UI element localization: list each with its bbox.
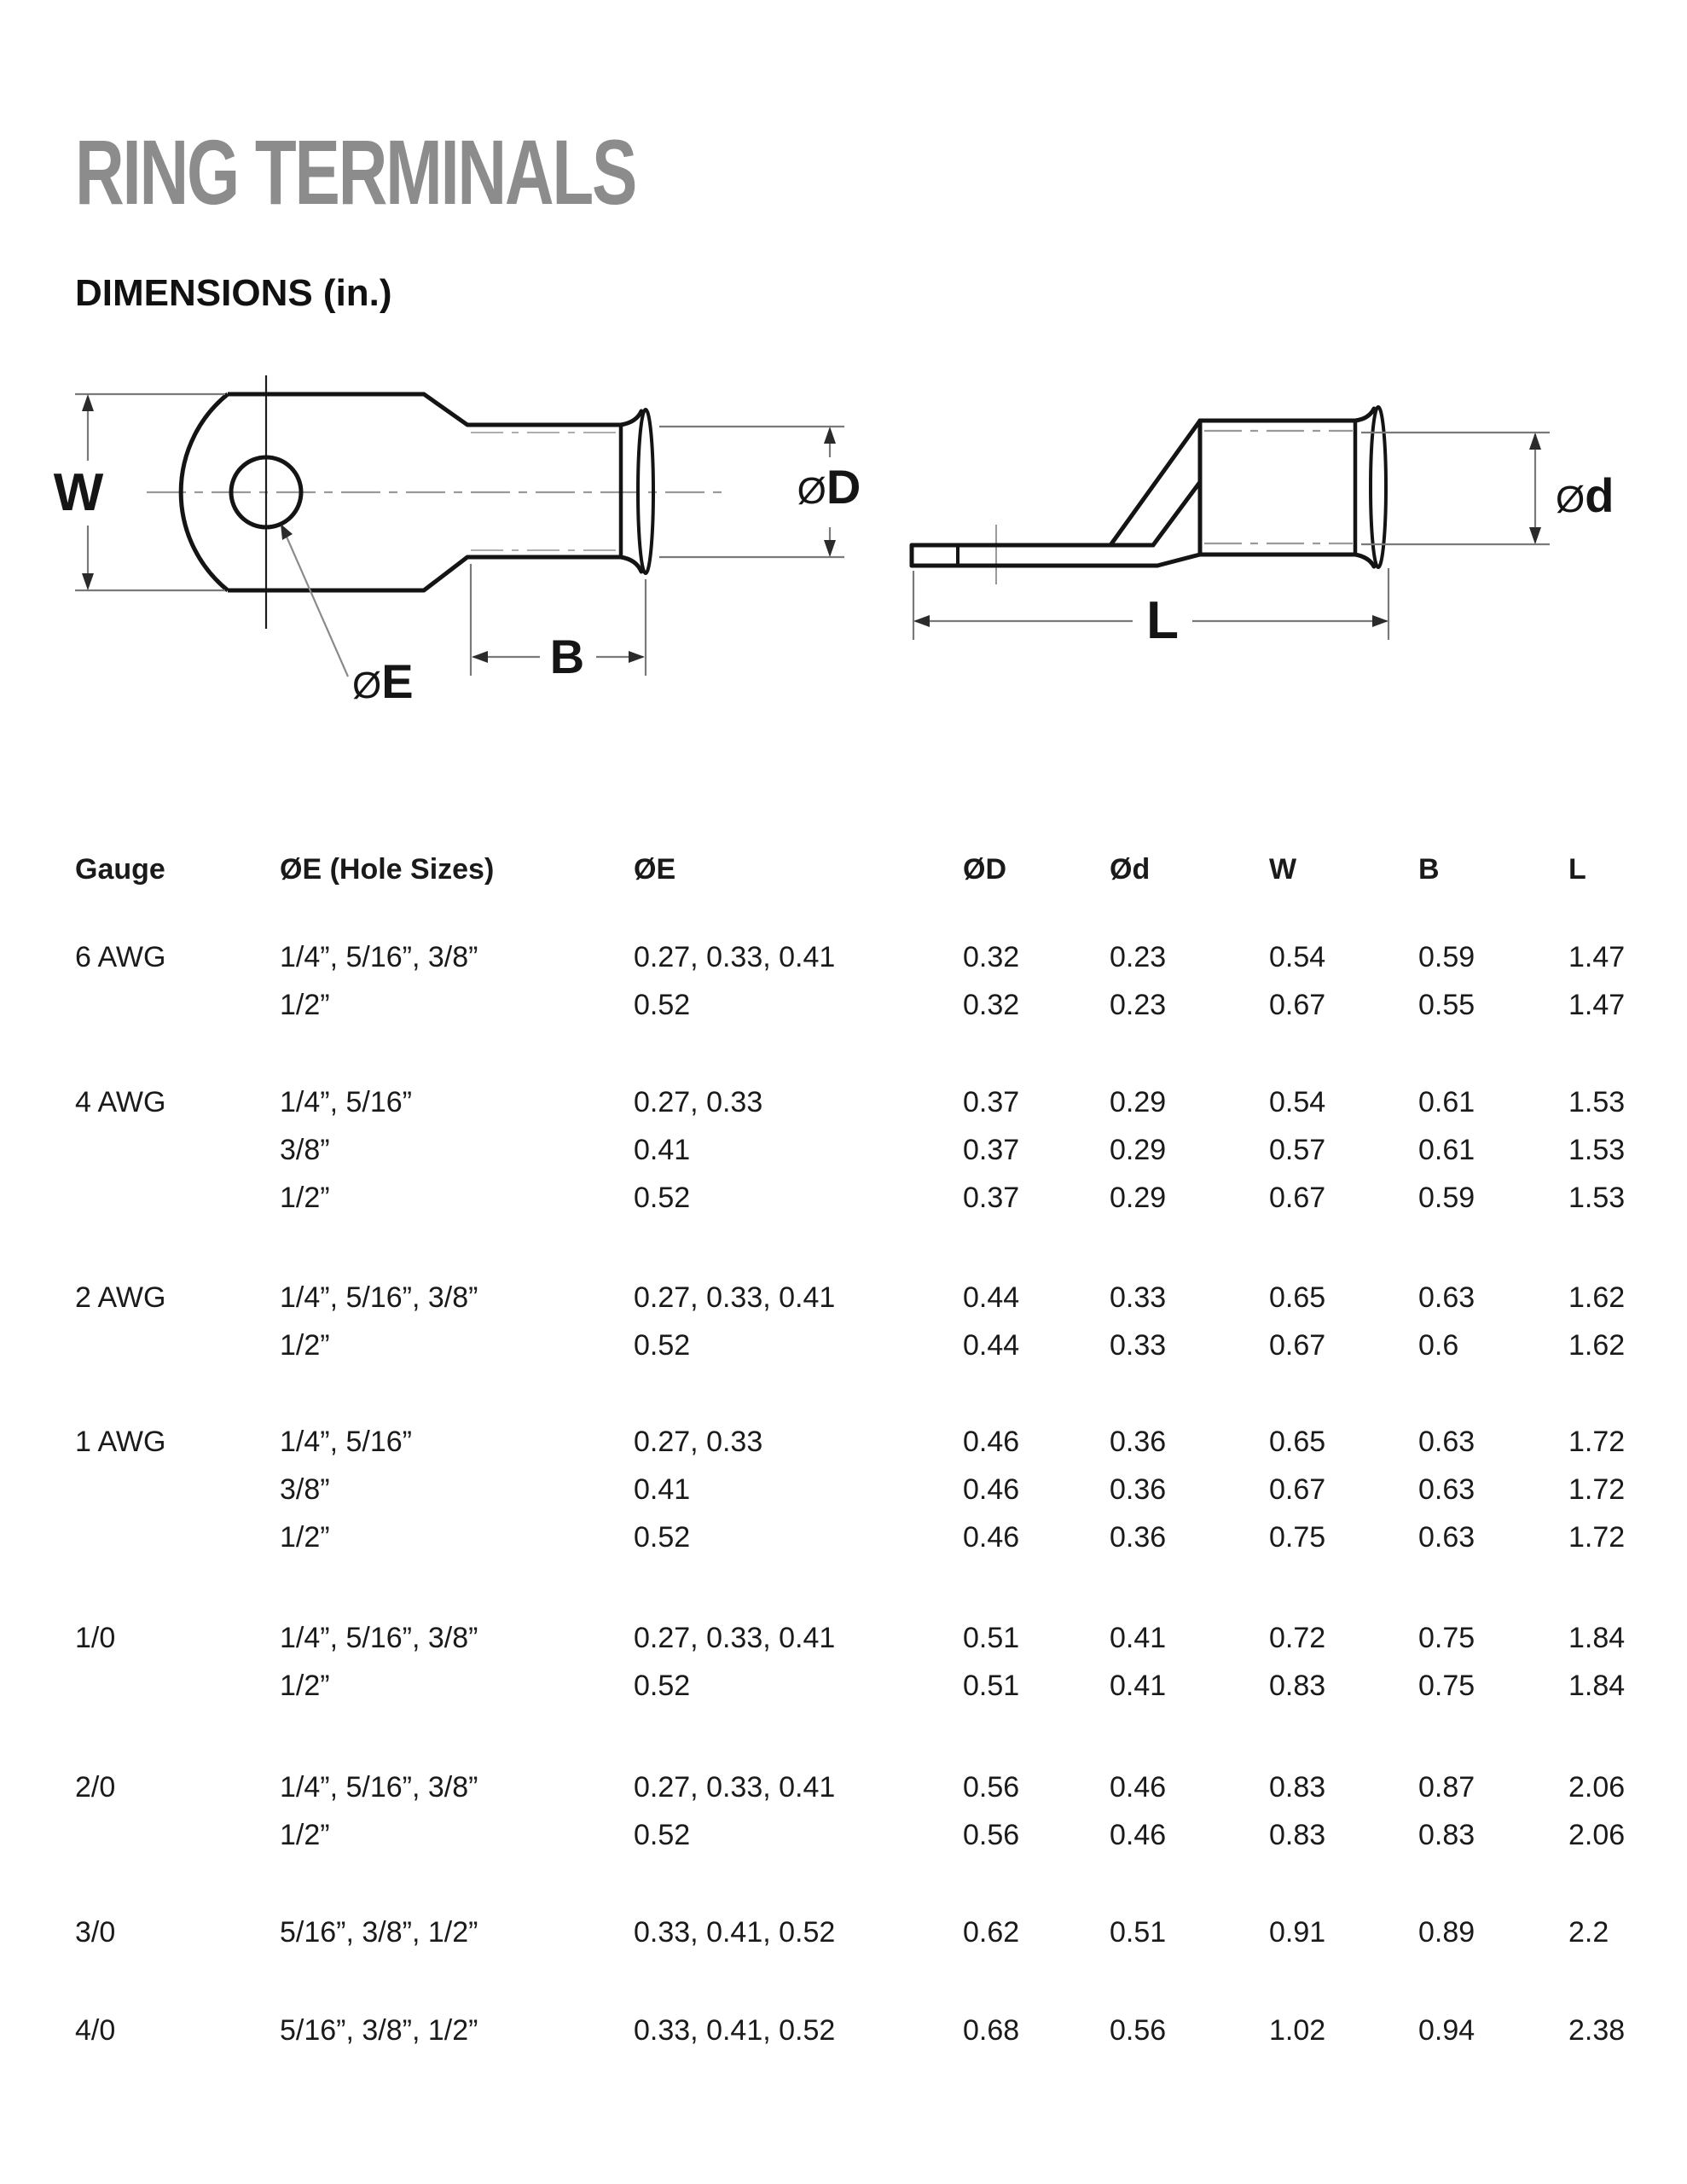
inner-d-arrow-up (1529, 433, 1541, 450)
cell-w: 0.67 (1269, 1329, 1326, 1362)
phi-icon: Ø (352, 665, 382, 706)
cell-b: 0.83 (1418, 1819, 1475, 1851)
cell-holes: 1/2” (280, 1182, 330, 1214)
column-header-b: B (1418, 853, 1440, 886)
cell-od: 0.37 (963, 1086, 1020, 1118)
top-view-diagram (54, 375, 861, 708)
cell-b: 0.61 (1418, 1134, 1475, 1166)
cell-holes: 3/8” (280, 1134, 330, 1166)
cell-holes: 1/4”, 5/16” (280, 1086, 412, 1118)
table-row (0, 982, 1687, 1028)
cell-gauge: 4/0 (75, 2014, 116, 2047)
cell-od: 0.37 (963, 1182, 1020, 1214)
cell-l: 1.53 (1568, 1086, 1626, 1118)
cell-od: 0.56 (963, 1819, 1020, 1851)
cell-b: 0.94 (1418, 2014, 1475, 2047)
cell-w: 0.83 (1269, 1771, 1326, 1804)
cell-odl: 0.29 (1110, 1086, 1167, 1118)
cell-od: 0.32 (963, 941, 1020, 973)
cell-holes: 3/8” (280, 1473, 330, 1506)
cell-w: 1.02 (1269, 2014, 1326, 2047)
cell-oe: 0.52 (634, 1819, 691, 1851)
cell-od: 0.56 (963, 1771, 1020, 1804)
l-arrow-left (913, 615, 930, 627)
e-leader-line (283, 529, 348, 677)
cell-holes: 1/4”, 5/16” (280, 1426, 412, 1458)
cell-holes: 5/16”, 3/8”, 1/2” (280, 2014, 478, 2047)
cell-w: 0.67 (1269, 989, 1326, 1021)
cell-oe: 0.27, 0.33, 0.41 (634, 1281, 836, 1314)
cell-od: 0.37 (963, 1134, 1020, 1166)
cell-odl: 0.51 (1110, 1916, 1167, 1949)
cell-odl: 0.36 (1110, 1426, 1167, 1458)
column-header-l: L (1568, 853, 1586, 886)
table-row (0, 1419, 1687, 1465)
cell-b: 0.87 (1418, 1771, 1475, 1804)
cell-w: 0.83 (1269, 1670, 1326, 1702)
b-arrow-right (629, 651, 645, 663)
w-arrow-down (82, 573, 94, 590)
cell-holes: 1/4”, 5/16”, 3/8” (280, 1771, 478, 1804)
cell-holes: 1/4”, 5/16”, 3/8” (280, 941, 478, 973)
cell-l: 2.38 (1568, 2014, 1626, 2047)
column-header-od: ØD (963, 853, 1006, 886)
cell-w: 0.75 (1269, 1521, 1326, 1554)
table-row (0, 1127, 1687, 1173)
cell-holes: 5/16”, 3/8”, 1/2” (280, 1916, 478, 1949)
cell-oe: 0.27, 0.33, 0.41 (634, 941, 836, 973)
table-row (0, 1275, 1687, 1321)
cell-odl: 0.29 (1110, 1134, 1167, 1166)
cell-b: 0.55 (1418, 989, 1475, 1021)
cell-b: 0.63 (1418, 1521, 1475, 1554)
cell-l: 1.47 (1568, 989, 1626, 1021)
cell-b: 0.59 (1418, 941, 1475, 973)
cell-oe: 0.27, 0.33, 0.41 (634, 1771, 836, 1804)
cell-w: 0.67 (1269, 1473, 1326, 1506)
cell-oe: 0.27, 0.33, 0.41 (634, 1622, 836, 1654)
cell-gauge: 1/0 (75, 1622, 116, 1654)
table-row (0, 934, 1687, 980)
cell-w: 0.91 (1269, 1916, 1326, 1949)
cell-b: 0.59 (1418, 1182, 1475, 1214)
cell-odl: 0.23 (1110, 989, 1167, 1021)
cell-w: 0.54 (1269, 1086, 1326, 1118)
cell-l: 1.53 (1568, 1182, 1626, 1214)
inner-d-label: Ød (1556, 468, 1615, 522)
cell-oe: 0.52 (634, 1182, 691, 1214)
cell-gauge: 6 AWG (75, 941, 166, 973)
cell-b: 0.63 (1418, 1426, 1475, 1458)
cell-odl: 0.33 (1110, 1281, 1167, 1314)
section-title: DIMENSIONS (in.) (75, 272, 392, 314)
table-row (0, 2007, 1687, 2053)
cell-odl: 0.36 (1110, 1521, 1167, 1554)
cell-l: 1.53 (1568, 1134, 1626, 1166)
cell-w: 0.57 (1269, 1134, 1326, 1166)
cell-odl: 0.33 (1110, 1329, 1167, 1362)
inner-d-arrow-down (1529, 527, 1541, 544)
column-header-oe: ØE (634, 853, 676, 886)
cell-l: 1.62 (1568, 1281, 1626, 1314)
w-label: W (53, 463, 104, 522)
cell-holes: 1/2” (280, 1329, 330, 1362)
cell-gauge: 2/0 (75, 1771, 116, 1804)
column-header-gauge: Gauge (75, 853, 165, 886)
cell-od: 0.46 (963, 1521, 1020, 1554)
cell-holes: 1/4”, 5/16”, 3/8” (280, 1281, 478, 1314)
cell-l: 1.84 (1568, 1622, 1626, 1654)
cell-l: 1.47 (1568, 941, 1626, 973)
side-flare-lip (1371, 407, 1386, 567)
cell-w: 0.65 (1269, 1281, 1326, 1314)
cell-b: 0.63 (1418, 1281, 1475, 1314)
cell-od: 0.32 (963, 989, 1020, 1021)
cell-oe: 0.52 (634, 1670, 691, 1702)
cell-w: 0.67 (1269, 1182, 1326, 1214)
cell-oe: 0.52 (634, 1521, 691, 1554)
terminal-outline (912, 409, 1374, 566)
cell-holes: 1/2” (280, 1670, 330, 1702)
table-row (0, 1467, 1687, 1513)
cell-oe: 0.27, 0.33 (634, 1086, 763, 1118)
table-row (0, 1514, 1687, 1560)
cell-b: 0.6 (1418, 1329, 1459, 1362)
cell-l: 2.2 (1568, 1916, 1609, 1949)
cell-b: 0.75 (1418, 1670, 1475, 1702)
cell-b: 0.89 (1418, 1916, 1475, 1949)
cell-oe: 0.41 (634, 1134, 691, 1166)
cell-oe: 0.52 (634, 1329, 691, 1362)
table-row (0, 1322, 1687, 1368)
cell-odl: 0.41 (1110, 1670, 1167, 1702)
column-header-odl: Ød (1110, 853, 1151, 886)
cell-odl: 0.41 (1110, 1622, 1167, 1654)
cell-l: 1.62 (1568, 1329, 1626, 1362)
table-row (0, 1175, 1687, 1221)
cell-w: 0.72 (1269, 1622, 1326, 1654)
w-arrow-up (82, 394, 94, 411)
cell-oe: 0.41 (634, 1473, 691, 1506)
cell-holes: 1/2” (280, 1819, 330, 1851)
cell-od: 0.46 (963, 1426, 1020, 1458)
cell-oe: 0.33, 0.41, 0.52 (634, 2014, 836, 2047)
cell-w: 0.65 (1269, 1426, 1326, 1458)
cell-odl: 0.29 (1110, 1182, 1167, 1214)
phi-icon: Ø (797, 470, 826, 512)
table-row (0, 1764, 1687, 1810)
table-row (0, 1615, 1687, 1661)
cell-holes: 1/2” (280, 989, 330, 1021)
diagrams-figure (0, 0, 1687, 751)
cell-gauge: 3/0 (75, 1916, 116, 1949)
cell-b: 0.61 (1418, 1086, 1475, 1118)
page-title: RING TERMINALS (75, 120, 636, 224)
column-header-hole-sizes: ØE (Hole Sizes) (280, 853, 495, 886)
d-arrow-up (824, 427, 836, 444)
side-view-diagram (912, 407, 1614, 650)
cell-oe: 0.27, 0.33 (634, 1426, 763, 1458)
cell-od: 0.68 (963, 2014, 1020, 2047)
cell-w: 0.54 (1269, 941, 1326, 973)
cell-l: 1.84 (1568, 1670, 1626, 1702)
cell-l: 1.72 (1568, 1473, 1626, 1506)
cell-odl: 0.56 (1110, 2014, 1167, 2047)
table-header (0, 846, 1687, 892)
cell-b: 0.75 (1418, 1622, 1475, 1654)
table-row (0, 1079, 1687, 1125)
cell-l: 2.06 (1568, 1771, 1626, 1804)
cell-oe: 0.52 (634, 989, 691, 1021)
cell-odl: 0.36 (1110, 1473, 1167, 1506)
cell-gauge: 2 AWG (75, 1281, 166, 1314)
cell-odl: 0.46 (1110, 1819, 1167, 1851)
column-header-w: W (1269, 853, 1297, 886)
l-label: L (1146, 591, 1179, 650)
cell-od: 0.51 (963, 1670, 1020, 1702)
d-arrow-down (824, 540, 836, 557)
cell-gauge: 4 AWG (75, 1086, 166, 1118)
cell-od: 0.44 (963, 1281, 1020, 1314)
b-arrow-left (472, 651, 488, 663)
table-row (0, 1663, 1687, 1709)
cell-l: 2.06 (1568, 1819, 1626, 1851)
cell-w: 0.83 (1269, 1819, 1326, 1851)
cell-oe: 0.33, 0.41, 0.52 (634, 1916, 836, 1949)
cell-l: 1.72 (1568, 1426, 1626, 1458)
cell-gauge: 1 AWG (75, 1426, 166, 1458)
table-row (0, 1812, 1687, 1858)
b-label: B (549, 630, 585, 683)
cell-od: 0.46 (963, 1473, 1020, 1506)
cell-od: 0.44 (963, 1329, 1020, 1362)
d-label: ØD (797, 460, 861, 514)
cell-odl: 0.23 (1110, 941, 1167, 973)
l-arrow-right (1372, 615, 1388, 627)
e-label: ØE (352, 654, 414, 708)
cell-l: 1.72 (1568, 1521, 1626, 1554)
table-row (0, 1909, 1687, 1955)
cell-od: 0.51 (963, 1622, 1020, 1654)
phi-icon: Ø (1556, 479, 1586, 520)
inner-d-dimension (1361, 433, 1550, 544)
cell-odl: 0.46 (1110, 1771, 1167, 1804)
cell-holes: 1/2” (280, 1521, 330, 1554)
cell-holes: 1/4”, 5/16”, 3/8” (280, 1622, 478, 1654)
cell-od: 0.62 (963, 1916, 1020, 1949)
cell-b: 0.63 (1418, 1473, 1475, 1506)
